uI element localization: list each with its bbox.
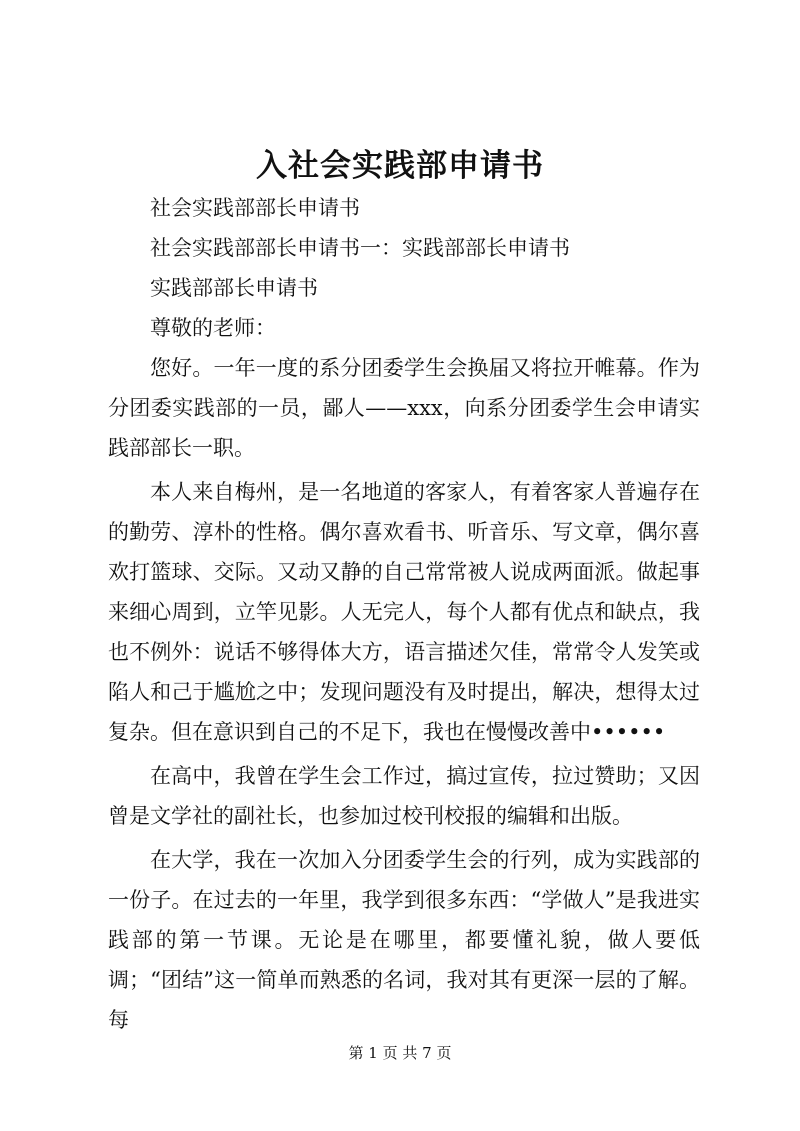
paragraph-heading-2: 社会实践部部长申请书一：实践部部长申请书 (150, 236, 570, 260)
paragraph-greeting: 您好。一年一度的系分团委学生会换届又将拉开帷幕。作为分团委实践部的一员，鄙人——xxx，向系分团委学生会申请实践部部长一职。 (108, 356, 700, 460)
paragraph-university: 在大学，我在一次加入分团委学生会的行列，成为实践部的一份子。在过去的一年里，我学到很多东西：“学做人”是我进实践部的第一节课。无论是在哪里，都要懂礼貌，做人要低调；“团结”这一简单而熟悉的名词，我对其有更深一层的了解。每 (108, 848, 700, 1032)
document-body (108, 188, 700, 1040)
paragraph-self-intro: 本人来自梅州，是一名地道的客家人，有着客家人普遍存在的勤劳、淳朴的性格。偶尔喜欢看书、听音乐、写文章，偶尔喜欢打篮球、交际。又动又静的自己常常被人说成两面派。做起事来细心周到，立竿见影。人无完人，每个人都有优点和缺点，我也不例外：说话不够得体大方，语言描述欠佳，常常令人发笑或陷人和己于尴尬之中；发现问题没有及时提出，解决，想得太过复杂。但在意识到自己的不足下，我也在慢慢改善中•••••• (108, 480, 700, 744)
paragraph-salutation: 尊敬的老师： (150, 316, 276, 340)
paragraph-heading-1: 社会实践部部长申请书 (150, 196, 360, 220)
page-footer: 第 1 页 共 7 页 (348, 1044, 452, 1062)
paragraph-heading-3: 实践部部长申请书 (150, 276, 318, 300)
document-title: 入社会实践部申请书 (256, 148, 544, 184)
paragraph-high-school: 在高中，我曾在学生会工作过，搞过宣传，拉过赞助；又因曾是文学社的副社长，也参加过校刊校报的编辑和出版。 (108, 764, 700, 828)
